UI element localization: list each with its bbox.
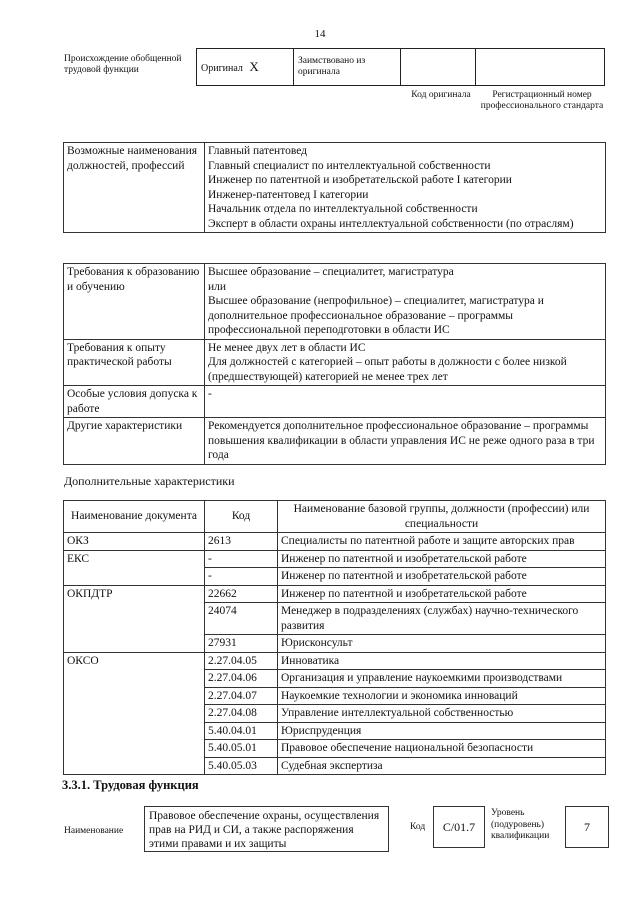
req-experience-value [205,339,606,386]
page-number: 14 [314,28,326,40]
extra-code: 2.27.04.06 [205,670,278,688]
positions-label: Возможные наименования должностей, профессий [64,143,205,233]
extra-code: 5.40.05.03 [205,757,278,775]
req-line: Высшее образование – специалитет, магистратура [208,266,454,278]
extra-header-name: Наименование базовой группы, должности (профессии) или специальности [278,501,606,533]
position-item: Инженер по патентной и изобретательской работе I категории [208,174,512,186]
extra-doc: ОКПДТР [64,585,205,652]
position-item: Главный специалист по интеллектуальной собственности [208,159,491,172]
extra-name: Организация и управление наукоемкими производствами [278,670,606,688]
extra-code: 22662 [205,585,278,603]
extra-code: 2.27.04.05 [205,652,278,670]
req-experience-label: Требования к опыту практической работы [64,339,205,386]
req-line: Не менее двух лет в области ИС [208,341,366,354]
req-other-label: Другие характеристики [64,418,205,465]
origin-table [196,48,605,86]
origin-code-caption: Код оригинала [411,90,471,100]
req-other-value: Рекомендуется дополнительное профессиональное образование – программы повышения квалификации в области управления ИС не реже одного раза в три года [205,418,606,465]
extra-title: Дополнительные характеристики [64,474,235,488]
extra-name: Судебная экспертиза [278,757,606,775]
extra-name: Инноватика [278,652,606,670]
extra-name: Инженер по патентной и изобретательской работе [278,585,606,603]
extra-code: - [205,568,278,586]
extra-code: 2.27.04.07 [205,687,278,705]
extra-name: Юрисконсульт [278,635,606,653]
req-conditions-value: - [205,386,606,418]
position-item: Начальник отдела по интеллектуальной собственности [208,203,478,215]
origin-label: Происхождение обобщенной трудовой функции [64,54,182,75]
origin-original-cell [197,49,294,86]
function-level-value: 7 [565,806,609,848]
extra-code: 5.40.05.01 [205,740,278,758]
position-item: Инженер-патентовед I категории [208,188,369,201]
extra-code: 5.40.04.01 [205,722,278,740]
function-code-label: Код [410,822,426,832]
function-name-value: Правовое обеспечение охраны, осуществления прав на РИД и СИ, а также распоряжения этими правами и их защиты [144,806,389,852]
origin-borrowed-cell: Заимствовано из оригинала [294,49,401,86]
position-item: Главный патентовед [208,145,308,157]
extra-code: 2613 [205,533,278,551]
function-name-label: Наименование [64,826,124,836]
req-education-value [205,264,606,340]
origin-original-label: Оригинал [201,63,243,74]
origin-code-cell [401,49,476,86]
req-education-label: Требования к образованию и обучению [64,264,205,340]
extra-code: 2.27.04.08 [205,705,278,723]
extra-doc: ЕКС [64,550,205,585]
function-level-label: Уровень (подуровень) квалификации [491,808,550,841]
positions-table [63,142,606,233]
extra-code: 24074 [205,603,278,635]
extra-header-doc: Наименование документа [64,501,205,533]
extra-name: Инженер по патентной и изобретательской работе [278,550,606,568]
extra-name: Юриспруденция [278,722,606,740]
function-title: 3.3.1. Трудовая функция [62,778,199,792]
req-conditions-label: Особые условия допуска к работе [64,386,205,418]
extra-code: 27931 [205,635,278,653]
origin-original-mark: X [249,59,259,74]
extra-header-code: Код [205,501,278,533]
req-line: Высшее образование (непрофильное) – специалитет, магистратура и дополнительное профессиональное образование – программы профессиональной переподготовки в области ИС [208,295,544,336]
extra-table [63,500,606,775]
function-code-value: C/01.7 [433,806,485,848]
extra-name: Наукоемкие технологии и экономика инноваций [278,687,606,705]
extra-name: Управление интеллектуальной собственностью [278,705,606,723]
origin-reg-cell [476,49,605,86]
req-line: или [208,280,227,293]
extra-doc: ОКЗ [64,533,205,551]
extra-name: Инженер по патентной и изобретательской работе [278,568,606,586]
extra-doc: ОКСО [64,652,205,775]
extra-name: Специалисты по патентной работе и защите авторских прав [278,533,606,551]
extra-name: Правовое обеспечение национальной безопасности [278,740,606,758]
requirements-table [63,263,606,465]
origin-reg-caption: Регистрационный номер профессионального стандарта [480,90,604,111]
positions-list [205,143,606,233]
req-line: Для должностей с категорией – опыт работы в должности с более низкой (предшествующей) категорией не менее трех лет [208,356,567,383]
extra-name: Менеджер в подразделениях (службах) научно-технического развития [278,603,606,635]
position-item: Эксперт в области охраны интеллектуальной собственности (по отраслям) [208,217,574,230]
extra-code: - [205,550,278,568]
